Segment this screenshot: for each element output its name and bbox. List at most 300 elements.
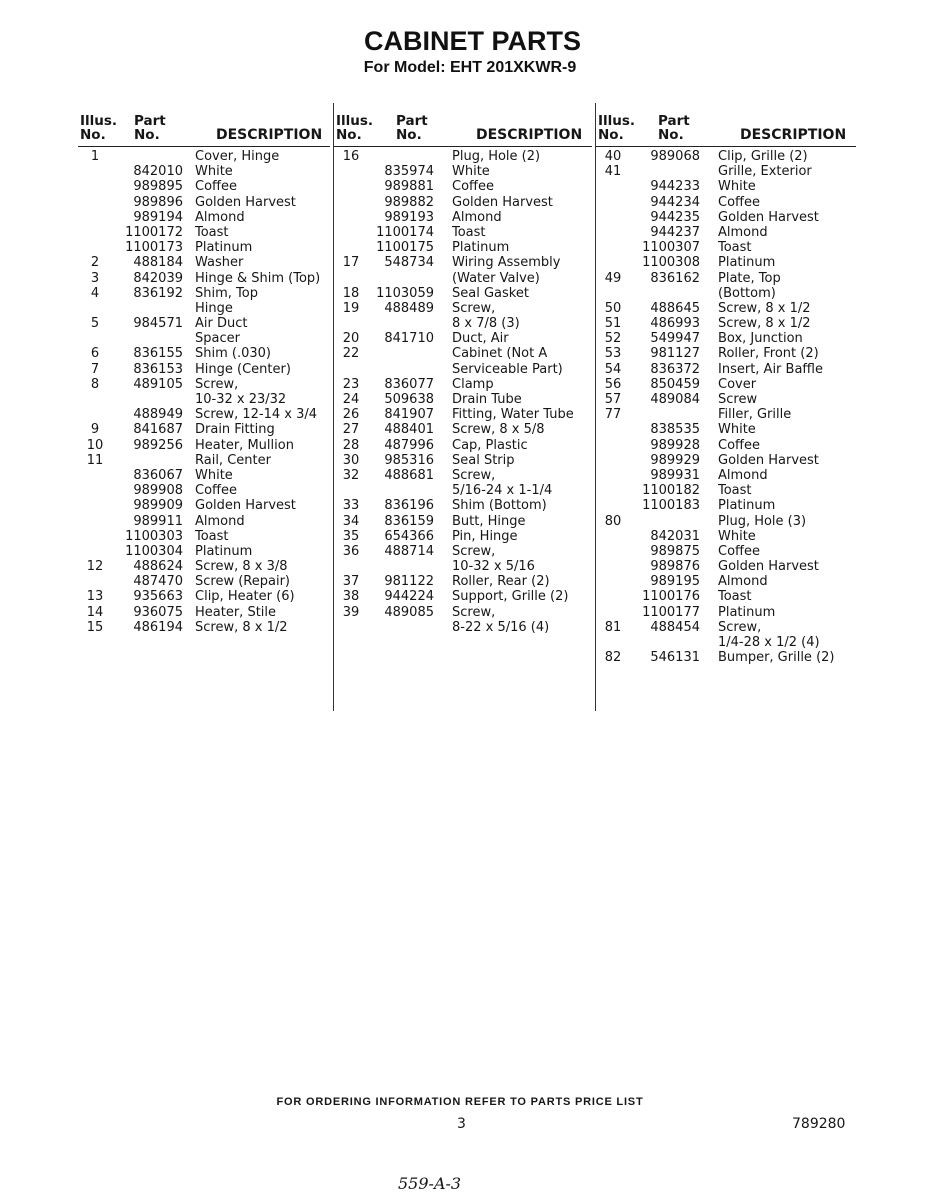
part-description: Screw, bbox=[452, 543, 496, 559]
part-header-line: Part bbox=[134, 113, 166, 129]
part-description: Hinge (Center) bbox=[195, 361, 291, 377]
illus-number: 81 bbox=[604, 619, 622, 635]
part-description: Drain Fitting bbox=[195, 422, 275, 438]
part-number: 985316 bbox=[384, 452, 434, 468]
part-description: Cap, Plastic bbox=[452, 437, 528, 453]
illus-number: 19 bbox=[342, 300, 360, 316]
part-number: 989881 bbox=[384, 179, 434, 195]
illus-number: 35 bbox=[342, 528, 360, 544]
illus-number: 12 bbox=[86, 559, 104, 575]
parts-row bbox=[596, 346, 856, 361]
parts-row bbox=[596, 650, 856, 665]
part-description: Almond bbox=[718, 574, 768, 590]
parts-row bbox=[596, 635, 856, 650]
page-title: CABINET PARTS bbox=[363, 26, 581, 56]
part-number: 836196 bbox=[384, 498, 434, 514]
part-description: Plate, Top bbox=[718, 270, 781, 286]
parts-row bbox=[596, 164, 856, 179]
parts-row bbox=[334, 559, 592, 574]
parts-row bbox=[596, 255, 856, 270]
part-description: 10-32 x 23/32 bbox=[195, 392, 287, 407]
parts-row bbox=[334, 422, 592, 437]
parts-row bbox=[596, 271, 856, 286]
parts-column-1 bbox=[78, 110, 330, 635]
part-number: 1100174 bbox=[376, 224, 434, 240]
part-number: 984571 bbox=[133, 316, 183, 332]
part-description: Shim (.030) bbox=[195, 346, 271, 362]
part-description: Cover, Hinge bbox=[195, 149, 280, 164]
part-number: 654366 bbox=[384, 528, 434, 544]
part-number: 989911 bbox=[133, 513, 183, 529]
illus-number: 6 bbox=[90, 346, 100, 362]
part-description: Cabinet (Not A bbox=[452, 346, 548, 362]
part-number: 842039 bbox=[133, 270, 183, 286]
part-number: 989896 bbox=[133, 194, 183, 210]
parts-row bbox=[334, 574, 592, 589]
part-description: Shim (Bottom) bbox=[452, 498, 547, 514]
illus-number: 14 bbox=[86, 604, 104, 620]
parts-column-3 bbox=[596, 110, 856, 665]
column-header bbox=[78, 110, 330, 146]
part-number: 935663 bbox=[133, 589, 183, 605]
illus-number: 39 bbox=[342, 604, 360, 620]
illus-number: 56 bbox=[604, 376, 622, 392]
part-number: 836192 bbox=[133, 285, 183, 301]
illus-number: 22 bbox=[342, 346, 360, 362]
description-header: DESCRIPTION bbox=[476, 127, 583, 143]
illus-number: 8 bbox=[90, 376, 100, 392]
part-number: 509638 bbox=[384, 392, 434, 407]
part-description: Almond bbox=[195, 209, 245, 225]
illus-number: 37 bbox=[342, 574, 360, 590]
part-description: Coffee bbox=[718, 437, 760, 453]
illus-number: 15 bbox=[86, 619, 104, 635]
parts-row bbox=[78, 529, 330, 544]
parts-row bbox=[334, 483, 592, 498]
part-number: 1100183 bbox=[642, 498, 700, 514]
part-number: 944235 bbox=[650, 209, 700, 225]
parts-row bbox=[596, 529, 856, 544]
model-subtitle: For Model: EHT 201XKWR-9 bbox=[363, 59, 577, 76]
parts-row bbox=[334, 407, 592, 422]
part-description: Wiring Assembly bbox=[452, 255, 561, 271]
part-description: Fitting, Water Tube bbox=[452, 407, 574, 423]
parts-row bbox=[596, 240, 856, 255]
parts-row bbox=[78, 225, 330, 240]
parts-row bbox=[78, 574, 330, 589]
part-number: 989931 bbox=[650, 467, 700, 483]
parts-row bbox=[334, 438, 592, 453]
part-no-header bbox=[658, 114, 690, 142]
part-number: 489105 bbox=[133, 376, 183, 392]
description-header: DESCRIPTION bbox=[740, 127, 847, 143]
parts-row bbox=[78, 559, 330, 574]
illus-number: 52 bbox=[604, 331, 622, 347]
part-description: Screw, 8 x 1/2 bbox=[718, 316, 811, 332]
parts-row bbox=[596, 225, 856, 240]
part-number: 1100307 bbox=[642, 240, 700, 256]
parts-row bbox=[596, 468, 856, 483]
part-header-line: Part bbox=[658, 113, 690, 129]
part-description: Golden Harvest bbox=[452, 194, 553, 210]
parts-row bbox=[596, 620, 856, 635]
part-description: Toast bbox=[452, 224, 486, 240]
part-number: 836162 bbox=[650, 270, 700, 286]
part-number: 486993 bbox=[650, 316, 700, 332]
part-header-line: Part bbox=[396, 113, 428, 129]
part-description: Pin, Hinge bbox=[452, 528, 518, 544]
part-description: Coffee bbox=[718, 543, 760, 559]
parts-row bbox=[334, 453, 592, 468]
illus-number: 2 bbox=[90, 255, 100, 271]
illus-number: 3 bbox=[90, 270, 100, 286]
part-number: 836153 bbox=[133, 361, 183, 377]
part-number: 1100177 bbox=[642, 604, 700, 620]
part-number: 989193 bbox=[384, 209, 434, 225]
part-description: 8 x 7/8 (3) bbox=[452, 316, 520, 332]
parts-row bbox=[78, 179, 330, 194]
part-description: Box, Junction bbox=[718, 331, 803, 347]
part-description: Seal Strip bbox=[452, 452, 515, 468]
parts-row bbox=[596, 149, 856, 164]
part-number: 488681 bbox=[384, 467, 434, 483]
illus-no-header bbox=[80, 114, 117, 142]
part-description: Spacer bbox=[195, 331, 240, 347]
parts-row bbox=[78, 301, 330, 316]
parts-row bbox=[78, 286, 330, 301]
part-number: 546131 bbox=[650, 650, 700, 666]
part-description: (Bottom) bbox=[718, 285, 776, 301]
part-number: 981127 bbox=[650, 346, 700, 362]
part-no-header bbox=[134, 114, 166, 142]
part-number: 989908 bbox=[133, 483, 183, 499]
part-description: Clip, Grille (2) bbox=[718, 149, 808, 164]
illus-number: 82 bbox=[604, 650, 622, 666]
illus-number: 27 bbox=[342, 422, 360, 438]
parts-row bbox=[596, 407, 856, 422]
illus-number: 16 bbox=[342, 149, 360, 164]
part-number: 842031 bbox=[650, 528, 700, 544]
part-description: Screw (Repair) bbox=[195, 574, 290, 590]
ordering-info-footer: FOR ORDERING INFORMATION REFER TO PARTS PRICE LIST bbox=[276, 1096, 644, 1108]
illus-no-header bbox=[336, 114, 373, 142]
parts-column-2 bbox=[334, 110, 592, 635]
part-number: 838535 bbox=[650, 422, 700, 438]
part-description: Filler, Grille bbox=[718, 407, 792, 423]
part-number: 836159 bbox=[384, 513, 434, 529]
part-number: 989909 bbox=[133, 498, 183, 514]
parts-row bbox=[78, 605, 330, 620]
parts-row bbox=[596, 331, 856, 346]
part-number: 989194 bbox=[133, 209, 183, 225]
parts-row bbox=[78, 468, 330, 483]
part-description: 5/16-24 x 1-1/4 bbox=[452, 483, 553, 499]
parts-row bbox=[78, 271, 330, 286]
part-number: 488401 bbox=[384, 422, 434, 438]
header-rule bbox=[596, 146, 856, 147]
part-number: 989882 bbox=[384, 194, 434, 210]
part-description: Screw bbox=[718, 392, 758, 407]
illus-number: 28 bbox=[342, 437, 360, 453]
parts-row bbox=[596, 438, 856, 453]
part-description: Hinge bbox=[195, 300, 233, 316]
part-number: 944234 bbox=[650, 194, 700, 210]
parts-row bbox=[78, 377, 330, 392]
parts-row bbox=[596, 362, 856, 377]
part-description: Platinum bbox=[452, 240, 510, 256]
part-description: Platinum bbox=[195, 543, 253, 559]
part-description: Heater, Mullion bbox=[195, 437, 294, 453]
part-description: Screw, 8 x 5/8 bbox=[452, 422, 545, 438]
parts-row bbox=[78, 149, 330, 164]
illus-header-line: No. bbox=[336, 127, 362, 143]
parts-row bbox=[596, 286, 856, 301]
illus-number: 1 bbox=[90, 149, 100, 164]
description-header: DESCRIPTION bbox=[216, 127, 323, 143]
parts-row bbox=[334, 225, 592, 240]
part-description: Heater, Stile bbox=[195, 604, 277, 620]
part-number: 488645 bbox=[650, 300, 700, 316]
part-description: 1/4-28 x 1/2 (4) bbox=[718, 635, 820, 650]
illus-number: 40 bbox=[604, 149, 622, 164]
part-description: Golden Harvest bbox=[718, 559, 819, 575]
parts-row bbox=[334, 316, 592, 331]
part-description: Almond bbox=[718, 467, 768, 483]
part-description: Screw, 8 x 1/2 bbox=[195, 619, 288, 635]
part-number: 1100176 bbox=[642, 589, 700, 605]
part-no-header bbox=[396, 114, 428, 142]
parts-row bbox=[596, 453, 856, 468]
illus-number: 17 bbox=[342, 255, 360, 271]
illus-number: 11 bbox=[86, 452, 104, 468]
parts-row bbox=[596, 574, 856, 589]
parts-row bbox=[334, 392, 592, 407]
parts-row bbox=[334, 255, 592, 270]
part-description: 10-32 x 5/16 bbox=[452, 559, 535, 575]
parts-row bbox=[596, 210, 856, 225]
parts-row bbox=[78, 362, 330, 377]
part-description: Toast bbox=[195, 224, 229, 240]
part-header-line: No. bbox=[396, 127, 422, 143]
parts-row bbox=[334, 362, 592, 377]
part-description: Screw, bbox=[452, 300, 496, 316]
parts-row bbox=[78, 589, 330, 604]
part-description: Coffee bbox=[718, 194, 760, 210]
part-description: Seal Gasket bbox=[452, 285, 529, 301]
illus-number: 26 bbox=[342, 407, 360, 423]
part-description: Screw, bbox=[718, 619, 762, 635]
part-description: Serviceable Part) bbox=[452, 361, 563, 377]
parts-row bbox=[78, 483, 330, 498]
illus-number: 32 bbox=[342, 467, 360, 483]
parts-row bbox=[596, 377, 856, 392]
illus-number: 77 bbox=[604, 407, 622, 423]
part-description: White bbox=[718, 528, 756, 544]
part-description: Screw, 8 x 1/2 bbox=[718, 300, 811, 316]
part-number: 549947 bbox=[650, 331, 700, 347]
part-number: 841687 bbox=[133, 422, 183, 438]
illus-number: 49 bbox=[604, 270, 622, 286]
part-description: Almond bbox=[718, 224, 768, 240]
part-description: White bbox=[718, 179, 756, 195]
part-number: 989195 bbox=[650, 574, 700, 590]
illus-number: 80 bbox=[604, 513, 622, 529]
parts-row bbox=[334, 179, 592, 194]
illus-header-line: No. bbox=[80, 127, 106, 143]
parts-row bbox=[334, 286, 592, 301]
parts-row bbox=[596, 559, 856, 574]
illus-no-header bbox=[598, 114, 635, 142]
illus-header-line: Illus. bbox=[80, 113, 118, 129]
part-description: White bbox=[452, 164, 490, 180]
illus-number: 36 bbox=[342, 543, 360, 559]
part-description: Almond bbox=[195, 513, 245, 529]
parts-row bbox=[596, 544, 856, 559]
parts-row bbox=[334, 164, 592, 179]
part-number: 488184 bbox=[133, 255, 183, 271]
part-number: 989895 bbox=[133, 179, 183, 195]
illus-number: 33 bbox=[342, 498, 360, 514]
part-description: Golden Harvest bbox=[195, 498, 296, 514]
illus-number: 38 bbox=[342, 589, 360, 605]
part-description: Screw, 12-14 x 3/4 bbox=[195, 407, 318, 423]
parts-row bbox=[334, 195, 592, 210]
part-description: Washer bbox=[195, 255, 244, 271]
illus-number: 18 bbox=[342, 285, 360, 301]
part-description: Insert, Air Baffle bbox=[718, 361, 823, 377]
parts-row bbox=[596, 301, 856, 316]
part-header-line: No. bbox=[658, 127, 684, 143]
part-number: 936075 bbox=[133, 604, 183, 620]
part-number: 1100172 bbox=[125, 224, 183, 240]
part-description: Almond bbox=[452, 209, 502, 225]
parts-row bbox=[78, 438, 330, 453]
parts-row bbox=[334, 605, 592, 620]
part-number: 842010 bbox=[133, 164, 183, 180]
illus-number: 10 bbox=[86, 437, 104, 453]
part-description: Clip, Heater (6) bbox=[195, 589, 295, 605]
part-description: Platinum bbox=[718, 604, 776, 620]
parts-row bbox=[334, 210, 592, 225]
part-description: Screw, bbox=[452, 604, 496, 620]
part-description: Platinum bbox=[718, 498, 776, 514]
part-number: 841907 bbox=[384, 407, 434, 423]
document-number: 789280 bbox=[792, 1116, 846, 1132]
part-description: Coffee bbox=[195, 179, 237, 195]
part-description: Support, Grille (2) bbox=[452, 589, 569, 605]
illus-header-line: No. bbox=[598, 127, 624, 143]
parts-row bbox=[334, 620, 592, 635]
part-number: 487470 bbox=[133, 574, 183, 590]
part-description: Shim, Top bbox=[195, 285, 258, 301]
part-number: 850459 bbox=[650, 376, 700, 392]
part-number: 1100182 bbox=[642, 483, 700, 499]
parts-row bbox=[78, 164, 330, 179]
part-number: 1100308 bbox=[642, 255, 700, 271]
part-number: 548734 bbox=[384, 255, 434, 271]
parts-row bbox=[596, 605, 856, 620]
parts-row bbox=[334, 301, 592, 316]
part-number: 944237 bbox=[650, 224, 700, 240]
part-number: 1103059 bbox=[376, 285, 434, 301]
parts-row bbox=[596, 483, 856, 498]
parts-row bbox=[334, 529, 592, 544]
part-description: Roller, Rear (2) bbox=[452, 574, 550, 590]
part-description: Screw, 8 x 3/8 bbox=[195, 559, 288, 575]
part-number: 989928 bbox=[650, 437, 700, 453]
part-number: 989929 bbox=[650, 452, 700, 468]
part-number: 488624 bbox=[133, 559, 183, 575]
part-number: 488454 bbox=[650, 619, 700, 635]
parts-row bbox=[78, 210, 330, 225]
parts-row bbox=[78, 240, 330, 255]
parts-row bbox=[334, 240, 592, 255]
parts-row bbox=[78, 498, 330, 513]
part-description: Toast bbox=[718, 240, 752, 256]
part-number: 487996 bbox=[384, 437, 434, 453]
illus-number: 20 bbox=[342, 331, 360, 347]
illus-number: 30 bbox=[342, 452, 360, 468]
part-description: Coffee bbox=[195, 483, 237, 499]
illus-number: 24 bbox=[342, 392, 360, 407]
illus-number: 53 bbox=[604, 346, 622, 362]
parts-row bbox=[78, 346, 330, 361]
parts-row bbox=[596, 498, 856, 513]
part-description: Clamp bbox=[452, 376, 494, 392]
illus-number: 7 bbox=[90, 361, 100, 377]
part-description: White bbox=[718, 422, 756, 438]
part-number: 989876 bbox=[650, 559, 700, 575]
part-number: 488714 bbox=[384, 543, 434, 559]
illus-number: 5 bbox=[90, 316, 100, 332]
part-description: Toast bbox=[718, 589, 752, 605]
part-number: 841710 bbox=[384, 331, 434, 347]
part-number: 1100173 bbox=[125, 240, 183, 256]
part-number: 488489 bbox=[384, 300, 434, 316]
part-number: 944233 bbox=[650, 179, 700, 195]
illus-header-line: Illus. bbox=[598, 113, 636, 129]
illus-number: 23 bbox=[342, 376, 360, 392]
part-number: 836155 bbox=[133, 346, 183, 362]
part-description: Bumper, Grille (2) bbox=[718, 650, 835, 666]
parts-row bbox=[78, 453, 330, 468]
parts-row bbox=[78, 544, 330, 559]
illus-number: 57 bbox=[604, 392, 622, 407]
parts-row bbox=[334, 346, 592, 361]
part-description: Plug, Hole (3) bbox=[718, 513, 807, 529]
part-description: Cover bbox=[718, 376, 757, 392]
parts-row bbox=[78, 620, 330, 635]
part-description: Toast bbox=[718, 483, 752, 499]
part-description: Roller, Front (2) bbox=[718, 346, 819, 362]
part-description: Screw, bbox=[452, 467, 496, 483]
part-number: 836067 bbox=[133, 467, 183, 483]
parts-row bbox=[596, 514, 856, 529]
part-description: Screw, bbox=[195, 376, 239, 392]
part-number: 1100175 bbox=[376, 240, 434, 256]
part-number: 836077 bbox=[384, 376, 434, 392]
part-description: White bbox=[195, 467, 233, 483]
parts-row bbox=[334, 149, 592, 164]
part-description: Hinge & Shim (Top) bbox=[195, 270, 321, 286]
part-description: Air Duct bbox=[195, 316, 248, 332]
parts-row bbox=[78, 316, 330, 331]
parts-row bbox=[596, 179, 856, 194]
part-description: 8-22 x 5/16 (4) bbox=[452, 619, 550, 635]
header-rule bbox=[78, 146, 330, 147]
illus-number: 34 bbox=[342, 513, 360, 529]
part-number: 836372 bbox=[650, 361, 700, 377]
